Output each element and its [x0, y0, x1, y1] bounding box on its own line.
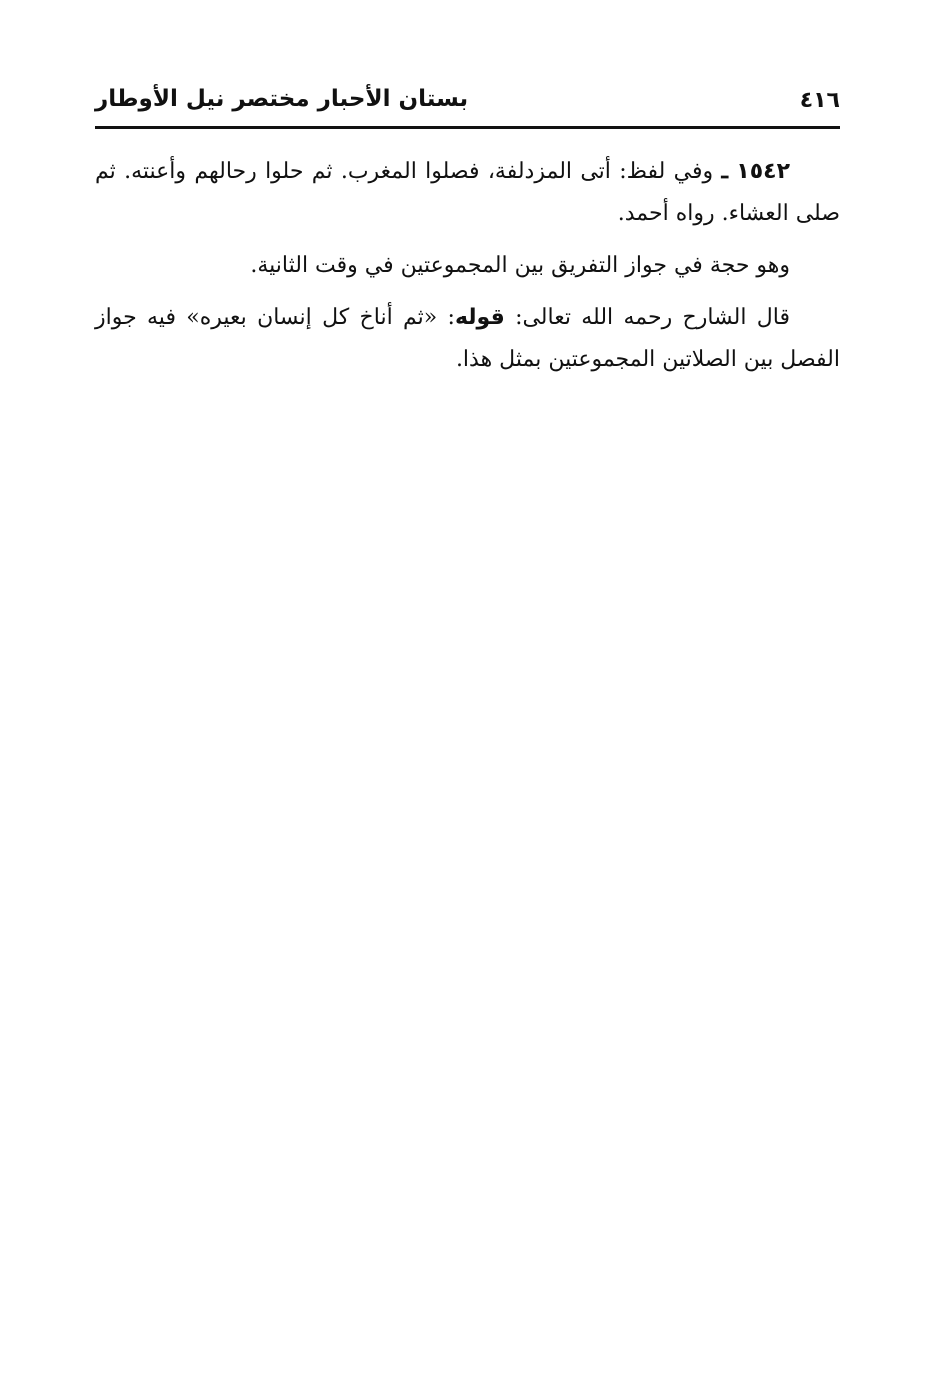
- explanation-text: : «ثم أناخ كل إنسان بعيره» فيه جواز الفصل بين الصلاتين المجموعتين بمثل هذا.: [95, 305, 840, 372]
- main-text: [95, 150, 840, 391]
- explanation-prefix: قال الشارح رحمه الله تعالى:: [515, 305, 790, 330]
- book-title: بستان الأحبار مختصر نيل الأوطار: [95, 86, 469, 112]
- header-divider: [95, 126, 840, 129]
- running-header: [95, 82, 840, 122]
- explanation-keyword: قوله: [454, 305, 505, 330]
- commentary-text: وهو حجة في جواز التفريق بين المجموعتين في وقت الثانية.: [250, 253, 790, 278]
- hadith-text: وفي لفظ: أتى المزدلفة، فصلوا المغرب. ثم حلوا رحالهم وأعنته. ثم صلى العشاء. رواه أحمد.: [95, 159, 840, 226]
- hadith-number: ١٥٤٢: [736, 159, 790, 184]
- commentary-paragraph: [95, 245, 840, 287]
- hadith-paragraph: [95, 150, 840, 235]
- explanation-paragraph: [95, 297, 840, 381]
- hadith-dash: ـ: [721, 158, 728, 184]
- page-number: ٤١٦: [799, 88, 840, 113]
